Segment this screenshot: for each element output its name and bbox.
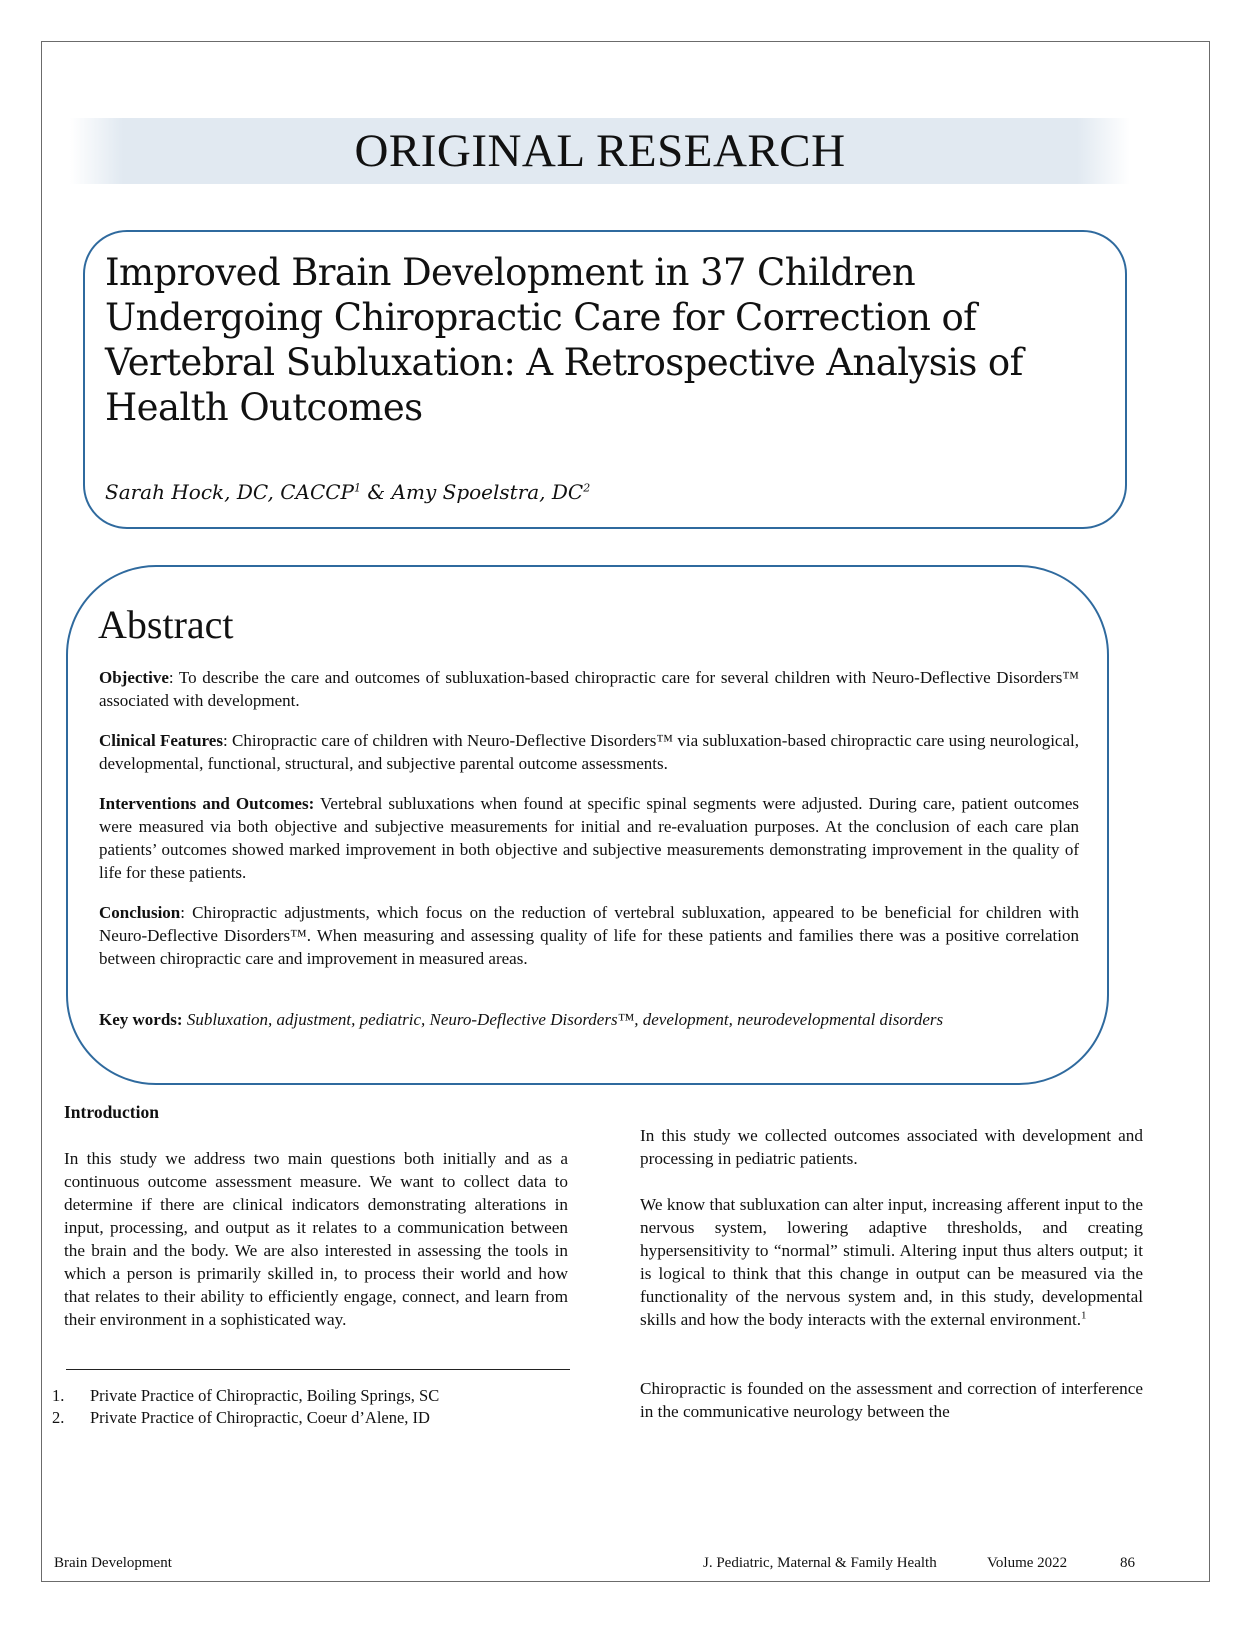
intro-paragraph-right: Chiropractic is founded on the assessment and correction of interference in the communicative neurology between the <box>640 1379 1143 1421</box>
paragraph-text: We know that subluxation can alter input, increasing afferent input to the nervous system, lowering adaptive thresholds, and creating hypersensitivity to “normal” stimuli. Altering input thus alters output; it is logical to think that this change in output can be measured via the functionality of the nervous system and, in this study, developmental skills and how the body interacts with the external environment. <box>640 1195 1143 1329</box>
footnote-number: 2. <box>52 1408 65 1427</box>
footnote-number: 1. <box>52 1386 65 1405</box>
title-box <box>83 230 1127 529</box>
intro-paragraph-right <box>640 1193 1143 1331</box>
citation-ref[interactable]: 1 <box>1081 1309 1087 1322</box>
author-separator: & <box>361 480 392 504</box>
footnote-text: Private Practice of Chiropractic, Coeur d’Alene, ID <box>90 1408 430 1427</box>
section-label: Clinical Features <box>99 731 223 750</box>
keywords-label: Key words: <box>99 1010 183 1029</box>
footer-journal: J. Pediatric, Maternal & Family Health <box>703 1555 937 1571</box>
label-sep: : <box>222 731 233 750</box>
abstract-conclusion <box>99 901 1079 970</box>
intro-paragraph-left: In this study we address two main questions both initially and as a continuous outcome assessment measure. We want to collect data to determine if there are clinical indicators demonstrating alterations in input, processing, and output as it relates to a communication between the brain and the body. We are also interested in assessing the tools in which a person is primarily skilled in, to process their world and how that relates to their ability to efficiently engage, connect, and learn from their environment in a sophisticated way. <box>64 1149 568 1329</box>
abstract-objective <box>99 666 1079 712</box>
abstract-heading: Abstract <box>98 602 234 647</box>
author-name: Sarah Hock, DC, CACCP <box>105 480 355 504</box>
author-name: Amy Spoelstra, DC <box>391 480 584 504</box>
section-label: Interventions and Outcomes: <box>99 794 315 813</box>
introduction-heading: Introduction <box>64 1102 159 1122</box>
abstract-clinical-features <box>99 729 1079 775</box>
section-text: Chiropractic care of children with Neuro-Deflective Disorders™ via subluxation-based chiropractic care using neurological, developmental, functional, structural, and subjective parental outcome assessments. <box>99 731 1079 773</box>
abstract-box <box>66 565 1109 1085</box>
footnote-text: Private Practice of Chiropractic, Boiling Springs, SC <box>90 1386 440 1405</box>
section-text: Chiropractic adjustments, which focus on the reduction of vertebral subluxation, appeared to be beneficial for children with Neuro-Deflective Disorders™. When measuring and assessing quality of life for these patients and families there was a positive correlation between chiropractic care and improvement in measured areas. <box>99 903 1079 968</box>
affiliation-mark: 2 <box>583 481 591 495</box>
section-text: To describe the care and outcomes of subluxation-based chiropractic care for several children with Neuro-Deflective Disorders™ associated with development. <box>99 668 1080 710</box>
footnote-item <box>52 1407 439 1429</box>
section-label: Objective <box>99 668 169 687</box>
abstract-keywords <box>99 1008 1029 1031</box>
author-list <box>105 480 590 504</box>
footnote-item <box>52 1385 439 1407</box>
section-banner <box>70 118 1130 184</box>
affiliation-mark: 1 <box>354 481 362 495</box>
banner-label: ORIGINAL RESEARCH <box>354 125 846 177</box>
section-label: Conclusion <box>99 903 181 922</box>
footnote-divider <box>66 1369 570 1370</box>
footnotes <box>52 1385 439 1429</box>
section-text: Vertebral subluxations when found at specific spinal segments were adjusted. During care, patient outcomes were measured via both objective and subjective measurements for initial and re-evaluation purposes. At the conclusion of each care plan patients’ outcomes showed marked improvement in both objective and subjective measurements demonstrating improvement in the quality of life for these patients. <box>99 794 1079 882</box>
footer-page-number: 86 <box>1120 1555 1135 1571</box>
footer-running-title: Brain Development <box>54 1555 172 1571</box>
abstract-interventions <box>99 792 1079 884</box>
intro-paragraph-right: In this study we collected outcomes associated with development and processing in pediatric patients. <box>640 1126 1143 1168</box>
label-sep: : <box>180 903 193 922</box>
keywords-list: Subluxation, adjustment, pediatric, Neuro-Deflective Disorders™, development, neurodevelopmental disorders <box>186 1010 944 1029</box>
label-sep: : <box>168 668 179 687</box>
footer-volume: Volume 2022 <box>987 1555 1068 1571</box>
article-title: Improved Brain Development in 37 Children Undergoing Chiropractic Care for Correction of Vertebral Subluxation: A Retrospective Analysis of Health Outcomes <box>105 251 1023 429</box>
